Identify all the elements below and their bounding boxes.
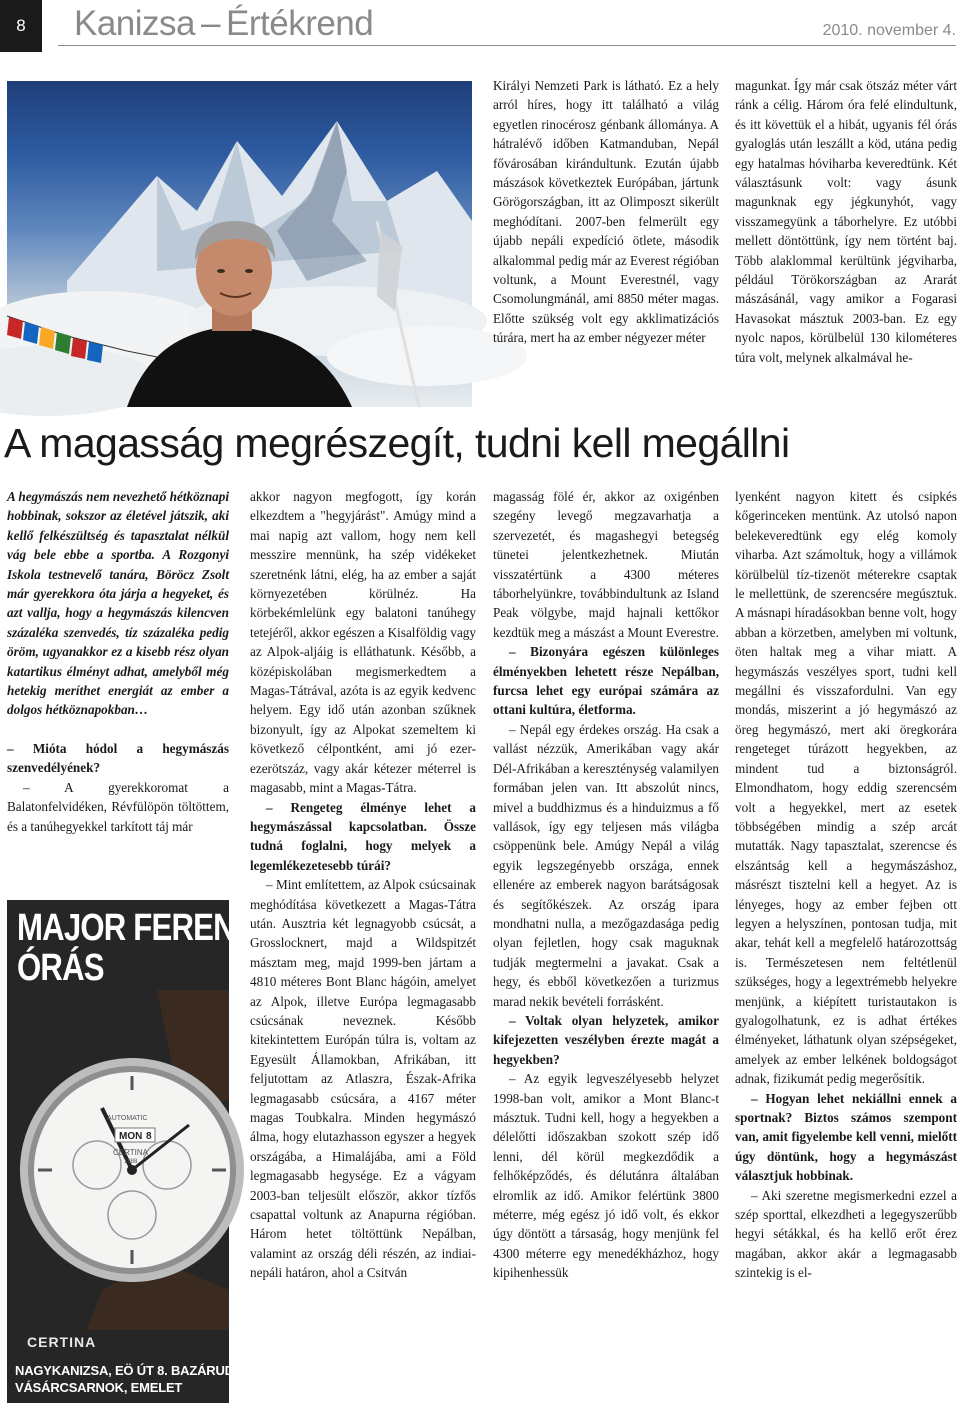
page-number: 8 — [0, 0, 42, 52]
ad-name-line-1: MAJOR FERENC — [17, 907, 257, 949]
mountain-scene-illustration — [7, 81, 472, 407]
issue-date: 2010. november 4. — [822, 22, 956, 39]
interview-answer: – Nepál egy érdekes ország. Ha csak a vallást nézzük, Amerikában vagy akár Dél-Afrikában a kereszténység valamilyen formában jelen van. Itt abszolút nincs, mivel a buddhizmus és a hinduizmus a fő vallások, így egy teljesen más világba csöppenünk bele. Amúgy Nepál a világ egyik legszegényebb országa, ennek ellenére az emberek nagyon barátságosak és segítőkészek. Az ország ipara mondhatni nulla, a mezőgazdasága pedig olyan fejletlen, hogy csak maguknak tudják megtermelni a javakat. Csak a hegy, és ebből következően a turizmus marad nekik bevételi forrásként. — [493, 721, 719, 1009]
interview-question: – Hogyan lehet nekiállni ennek a sportnak? Biztos számos szempont van, amit figyelembe kell venni, mielőtt úgy döntünk, hogy a hegymászást választjuk hobbinak. — [735, 1090, 957, 1184]
article-paragraph: akkor nagyon megfogott, így korán elkezdtem a "hegyjárást". Amúgy mind a mai napig azt vallom, hogy nem kell messzire mennünk, ha szép vidékeket szeretnénk látni, elég, ha az ember a saját környezetében körülnéz. Ha körbekémlelünk egy balatoni tanúhegy tetejéről, akkor egészen a Kisalföldig vagy az Alpok-aljáig is elláthatunk. Később, a középiskolában megismerkedtem a Magas-Tátrával, azóta is az egyik kedvenc helyem. Egy idő után azonban szűknek bizonyult, így az Alpokat szemeltem ki következő célpontként, ami jó ezer-ezerötszáz, vagy akár kétezer méterrel is magasabb, mint a Magas-Tátra. — [250, 489, 476, 796]
ad-shop-name — [17, 908, 256, 988]
wristwatch-illustration — [7, 990, 229, 1330]
article-headline: A magasság megrészegít, tudni kell megállni — [4, 420, 790, 466]
section-title-dash: – — [201, 4, 220, 43]
ad-address-line-1: NAGYKANIZSA, EÖ ÚT 8. BAZÁRUDVAR — [15, 1363, 260, 1378]
interview-question: – Rengeteg élménye lehet a hegymászással kapcsolatban. Össze tudná foglalni, hogy melyek a legemlékezetesebb túrái? — [250, 799, 476, 873]
article-paragraph: magasság fölé ér, akkor az oxigénben szegény levegő megzavarhatja a szervezetét, és magashegyi betegség tünetei jelentkezhetnek. Miután visszatértünk a 4300 méteres táborhelyünkre, továbbindultunk az Island Peak völgybe, majd hajnali kettőkor kezdtük meg a mászást a Mount Everestre. — [493, 489, 719, 640]
interview-answer: – Mint említettem, az Alpok csúcsainak meghódítása következett a Magas-Tátra után. Ausztria két legnagyobb csúcsát, a Grosslocknert, majd a Wildspitzét másztam meg, majd 1999-ben jártam a 4810 méteres Bont Blanc hágóin, amelyet az Alpok, illetve Európa legmagasabb csúcsának neveznek. Később kitekintettem Európán túlra is, voltam az Egyesült Államokban, Afrikában, itt feljutottam az Atlaszra, Észak-Afrika legmagasabb csúcsára, a 4167 méter magas Toubkalra. Minden hegymászó álma, hogy elutazhasson egyszer a hegyek országába, a Himalájába, ami a Föld legmagasabb hegysége. Ez a vágyam 2003-ban teljesült először, akkor tízfős csapattal voltunk az Anapurna régióban. Három hetet töltöttünk Nepálban, valamint az ország déli részén, az indiai-nepáli határon, ahol a Csitván — [250, 877, 476, 1281]
ad-address-line-2: VÁSÁRCSARNOK, EMELET — [15, 1380, 183, 1395]
article-column-4 — [735, 487, 957, 1405]
article-column-1 — [7, 487, 229, 897]
interview-answer: – Az egyik legveszélyesebb helyzet 1998-ban volt, amikor a Mont Blanc-t másztuk. Tudni kell, hogy a hegyekben a délelőtti időszakban szokott szép idő lenni, dél körül megkezdődik a felhőképződés, és délutánra általában elromlik az idő. Amikor felértünk 3800 méterre, még egész jó idő volt, és ekkor úgy döntött a társaság, hogy menjünk fel 4300 méterre egy menedékházhoz, hogy kipihenhessük — [493, 1071, 719, 1281]
interview-question: – Voltak olyan helyzetek, amikor kifejezetten veszélyben érezte magát a hegyekben? — [493, 1012, 719, 1067]
watch-dial-brand: CERTINA — [113, 1148, 148, 1157]
article-paragraph: lyenként nagyon kitett és csipkés kőgerinceken mentünk. Az utolsó napon belekeveredtünk egy elég komoly viharba. Azt számoltuk, hogy a villámok körülbelül tíz-tizenöt méterekre csaptak le mellettünk, de szerencsére megúsztuk. A másnapi híradásokban benne volt, hogy abban a körzetben, amelyben mi voltunk, öten haltak meg a vihar miatt. A hegymászás veszélyes sport, tudni kell megállni és visszafordulni. Van egy mondás, miszerint a jó hegymászó az öreg hegymászó, mert aki öregkorára rengeteget túrázott hegyekben, az mindent tud a biztonságról. Elmondhatom, hogy eddig szerencsém volt a hegyekkel, mert az esetek többségében mindig a szép arcát mutatták. Nagy tapasztalat, szerencse és elszántság kell a hegymászáshoz, másrészt tisztelni kell a hegyet. Az is lényeges, hogy az ember fejben ott legyen a helyszínen, pontosan tudja, mit akar, tehát kell a megfelelő határozottság is. Természetesen nem feltétlenül szükséges, hogy a legextrémebb helyekre menjünk, a kiépített turistautakon is gyalogolhatunk, ez is adhat értékes élményeket, láthatunk olyan szépségeket, amelyek az ember lelkének boldogságot adnak, fizikumát pedig megerősítik. — [735, 489, 957, 1087]
interview-question: – Mióta hódol a hegymászás szenvedélyének? — [7, 740, 229, 776]
watch-dial-year: 1888 — [124, 1159, 138, 1165]
watchmaker-advertisement — [7, 900, 260, 1403]
watch-day: MON — [119, 1131, 143, 1142]
watch-date: 8 — [146, 1131, 152, 1142]
ad-brand: CERTINA — [27, 1334, 97, 1350]
article-lead: A hegymászás nem nevezhető hétköznapi hobbinak, sokszor az életével játszik, aki kellő felkészültség és tapasztalat nélkül vág bele ebbe a sportba. A Rozgonyi Iskola testnevelő tanára, Böröcz Zsolt már gyerekkora óta járja a hegyeket, és azt vallja, hogy a hegymászás kilencven százaléka szenvedés, tíz százaléka pedig öröm, ugyanakkor ez a kisebb rész olyan katartikus élményt adhat, amelyből még hetekig meríthet energiát az ember a dolgos hétköznapokban… — [7, 489, 230, 718]
ad-name-line-2: ÓRÁS — [17, 947, 104, 989]
watch-automatic-label: AUTOMATIC — [107, 1115, 148, 1122]
article-column-top-left — [493, 76, 719, 414]
section-title-right: Értékrend — [226, 4, 374, 43]
section-title — [74, 4, 373, 44]
article-column-2 — [250, 487, 476, 1405]
hero-photo-climber — [7, 81, 472, 407]
article-column-3 — [493, 487, 719, 1405]
ad-address — [15, 1362, 260, 1396]
interview-question: – Bizonyára egészen különleges élményekben lehetett része Nepálban, furcsa lehet egy európai számára az ottani kultúra, életforma. — [493, 644, 719, 718]
interview-answer: – Aki szeretne megismerkedni ezzel a szép sporttal, elkezdheti a legegyszerűbb hegyi sétákkal, és ha kellő erőt érez magában, akkor akár a legmagasabb szintekig is el- — [735, 1187, 957, 1281]
article-paragraph: magunkat. Így már csak ötszáz méter várt ránk a célig. Három óra felé elindultunk, és itt követtük el a hibát, ugyanis fél órás gyaloglás után leszállt a köd, utána pedig egy hatalmas hóviharba keveredtünk. Két választásunk volt: vagy ásunk magunknak egy jégkunyhót, vagy visszamegyünk a táborhelyre. Ez utóbbi mellett döntöttünk, így nem történt baj. Több alaklommal kerültünk jégviharba, például Törökországban az Ararát mászásánál, vagy amikor a Fogarasi Havasokat másztuk 2003-ban. Ez egy nyolc napos, körülbelül 130 kilométeres túra volt, melynek alkalmával he- — [735, 78, 957, 365]
interview-answer: – A gyerekkoromat a Balatonfelvidéken, Révfülöpön töltöttem, és a tanúhegyekkel tarkított táj már — [7, 779, 229, 834]
article-column-top-right — [735, 76, 957, 414]
header-rule — [58, 45, 956, 46]
article-paragraph: Királyi Nemzeti Park is látható. Ez a hely arról híres, hogy itt található a világ egyetlen rinocérosz génbank állománya. A hátralévő időben Katmanduban, Nepál fővárosában kirándultunk. Ezután újabb mászások következtek Európában, jártunk Görögországban, itt az Olimposzt sikerült meghódítani. 2007-ben felmerült egy újabb nepáli expedíció ötlete, második alkalommal pedig már az Everest régióban voltunk, a Mount Everestnél, vagy Csomolungmánál, ami 8850 méter magas. Előtte szükség volt egy akklimatizációs túrára, mert ha az ember négyezer méter — [493, 78, 719, 346]
section-title-left: Kanizsa — [74, 4, 196, 43]
